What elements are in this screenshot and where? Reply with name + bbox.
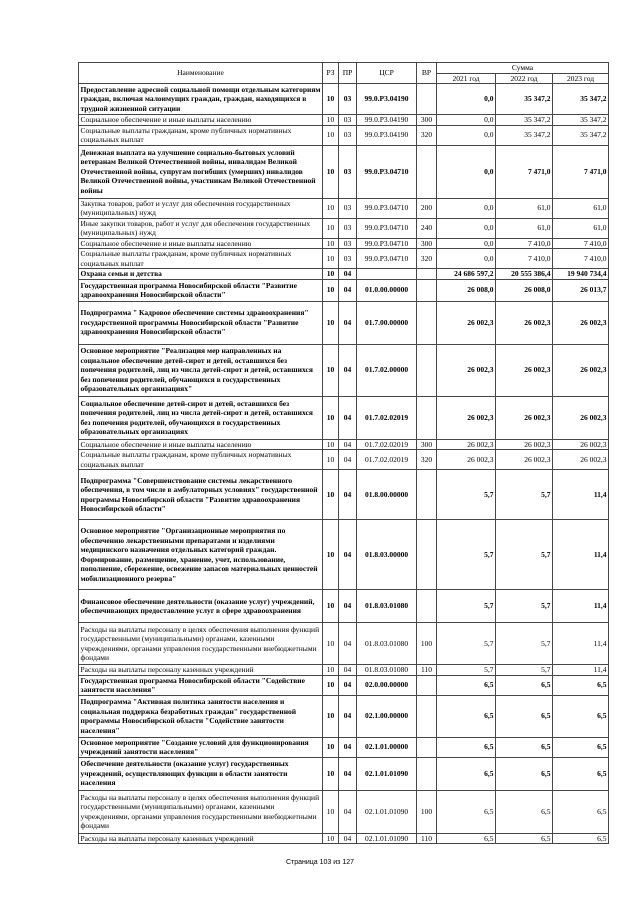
cell-sum-2022: 26 002,3 bbox=[496, 439, 553, 450]
cell-sum-2021: 26 002,3 bbox=[437, 301, 496, 344]
cell-sum-2023: 6,5 bbox=[553, 675, 609, 695]
cell-sum-2022: 6,5 bbox=[496, 737, 553, 757]
cell-vr bbox=[417, 396, 437, 439]
cell-sum-2023: 6,5 bbox=[553, 757, 609, 790]
cell-sum-2023: 26 002,3 bbox=[553, 439, 609, 450]
cell-pr: 04 bbox=[339, 344, 357, 396]
cell-csr: 01.7.02.02019 bbox=[357, 450, 417, 470]
table-row bbox=[79, 198, 609, 218]
cell-sum-2022: 26 002,3 bbox=[496, 301, 553, 344]
cell-csr: 02.1.01.01090 bbox=[357, 833, 417, 844]
cell-sum-2021: 0,0 bbox=[437, 218, 496, 238]
cell-pr: 04 bbox=[339, 675, 357, 695]
cell-sum-2022: 6,5 bbox=[496, 757, 553, 790]
cell-rz: 10 bbox=[323, 757, 339, 790]
cell-sum-2023: 61,0 bbox=[553, 198, 609, 218]
cell-pr: 04 bbox=[339, 623, 357, 665]
cell-rz: 10 bbox=[323, 269, 339, 280]
cell-csr: 99.0.Р3.04710 bbox=[357, 249, 417, 269]
cell-sum-2023: 26 002,3 bbox=[553, 344, 609, 396]
cell-pr: 03 bbox=[339, 249, 357, 269]
cell-pr: 03 bbox=[339, 145, 357, 198]
cell-sum-2021: 26 008,0 bbox=[437, 279, 496, 301]
cell-csr: 01.7.00.00000 bbox=[357, 301, 417, 344]
cell-vr bbox=[417, 737, 437, 757]
cell-pr: 04 bbox=[339, 757, 357, 790]
cell-csr: 01.8.03.01080 bbox=[357, 590, 417, 623]
cell-csr: 02.1.01.00000 bbox=[357, 737, 417, 757]
cell-pr: 04 bbox=[339, 470, 357, 520]
cell-pr: 03 bbox=[339, 84, 357, 115]
budget-table bbox=[78, 62, 609, 844]
cell-sum-2022: 7 471,0 bbox=[496, 145, 553, 198]
cell-name: Охрана семьи и детства bbox=[79, 269, 323, 280]
cell-csr: 01.8.03.01080 bbox=[357, 623, 417, 665]
table-row bbox=[79, 757, 609, 790]
page-number: Страница 103 из 127 bbox=[285, 859, 355, 866]
cell-vr bbox=[417, 470, 437, 520]
table-row bbox=[79, 470, 609, 520]
cell-rz: 10 bbox=[323, 238, 339, 249]
cell-sum-2021: 0,0 bbox=[437, 145, 496, 198]
cell-name: Социальное обеспечение и иные выплаты населению bbox=[79, 439, 323, 450]
table-row bbox=[79, 344, 609, 396]
cell-sum-2022: 6,5 bbox=[496, 675, 553, 695]
cell-name: Финансовое обеспечение деятельности (оказание услуг) учреждений, обеспечивающих предоставление услуг в сфере здравоохранения bbox=[79, 590, 323, 623]
cell-sum-2022: 5,7 bbox=[496, 470, 553, 520]
cell-name: Денежная выплата на улучшение социально-бытовых условий ветеранам Великой Отечественной войны, инвалидам Великой Отечественной войны, супругам погибших (умерших) инвалидов Великой Отечественной войны, участникам Великой Отечественной войны bbox=[79, 145, 323, 198]
cell-sum-2022: 26 002,3 bbox=[496, 396, 553, 439]
table-row bbox=[79, 145, 609, 198]
cell-sum-2022: 26 008,0 bbox=[496, 279, 553, 301]
cell-rz: 10 bbox=[323, 198, 339, 218]
cell-sum-2023: 11,4 bbox=[553, 520, 609, 590]
cell-sum-2021: 6,5 bbox=[437, 737, 496, 757]
cell-sum-2021: 5,7 bbox=[437, 623, 496, 665]
table-row bbox=[79, 84, 609, 115]
header-2023: 2023 год bbox=[553, 73, 609, 84]
table-row bbox=[79, 269, 609, 280]
cell-csr: 01.7.02.02019 bbox=[357, 396, 417, 439]
cell-sum-2021: 6,5 bbox=[437, 675, 496, 695]
cell-pr: 04 bbox=[339, 396, 357, 439]
cell-vr bbox=[417, 269, 437, 280]
cell-sum-2021: 26 002,3 bbox=[437, 344, 496, 396]
table-row bbox=[79, 737, 609, 757]
cell-name: Социальные выплаты гражданам, кроме публичных нормативных социальных выплат bbox=[79, 249, 323, 269]
header-2021: 2021 год bbox=[437, 73, 496, 84]
cell-vr bbox=[417, 145, 437, 198]
cell-sum-2022: 61,0 bbox=[496, 218, 553, 238]
cell-sum-2023: 6,5 bbox=[553, 833, 609, 844]
table-body bbox=[79, 84, 609, 844]
cell-vr: 320 bbox=[417, 450, 437, 470]
cell-vr bbox=[417, 590, 437, 623]
cell-sum-2023: 7 410,0 bbox=[553, 249, 609, 269]
cell-csr: 99.0.Р3.04710 bbox=[357, 238, 417, 249]
cell-name: Расходы на выплаты персоналу казенных учреждений bbox=[79, 833, 323, 844]
header-rz: РЗ bbox=[323, 63, 339, 84]
table-row bbox=[79, 590, 609, 623]
cell-rz: 10 bbox=[323, 249, 339, 269]
cell-rz: 10 bbox=[323, 145, 339, 198]
cell-name: Подпрограмма "Активная политика занятости населения и социальная поддержка безработных граждан" государственной программы Новосибирской области "Содействие занятости населения" bbox=[79, 695, 323, 737]
cell-rz: 10 bbox=[323, 84, 339, 115]
table-row bbox=[79, 450, 609, 470]
cell-sum-2023: 11,4 bbox=[553, 623, 609, 665]
cell-sum-2022: 35 347,2 bbox=[496, 125, 553, 145]
cell-sum-2023: 26 002,3 bbox=[553, 450, 609, 470]
cell-sum-2023: 7 471,0 bbox=[553, 145, 609, 198]
cell-name: Иные закупки товаров, работ и услуг для обеспечения государственных (муниципальных) нужд bbox=[79, 218, 323, 238]
cell-name: Расходы на выплаты персоналу казенных учреждений bbox=[79, 665, 323, 676]
cell-csr: 01.8.00.00000 bbox=[357, 470, 417, 520]
cell-sum-2022: 26 002,3 bbox=[496, 344, 553, 396]
table-row bbox=[79, 833, 609, 844]
table-row bbox=[79, 279, 609, 301]
cell-name: Закупка товаров, работ и услуг для обеспечения государственных (муниципальных) нужд bbox=[79, 198, 323, 218]
cell-name: Расходы на выплаты персоналу в целях обеспечения выполнения функций государственными (муниципальными) органами, казенными учреждениями, органами управления государственными внебюджетными фондами bbox=[79, 623, 323, 665]
cell-vr bbox=[417, 757, 437, 790]
cell-rz: 10 bbox=[323, 833, 339, 844]
cell-sum-2021: 0,0 bbox=[437, 198, 496, 218]
cell-csr: 99.0.Р3.04190 bbox=[357, 125, 417, 145]
cell-rz: 10 bbox=[323, 115, 339, 126]
table-row bbox=[79, 249, 609, 269]
cell-vr: 320 bbox=[417, 125, 437, 145]
cell-pr: 03 bbox=[339, 115, 357, 126]
cell-pr: 04 bbox=[339, 269, 357, 280]
table-row bbox=[79, 790, 609, 833]
table-row bbox=[79, 125, 609, 145]
cell-name: Основное мероприятие "Реализация мер направленных на социальное обеспечение детей-сирот и детей, оставшихся без попечения родителей, лиц из числа детей-сирот и детей, оставшихся без попечения родителей, обучающихся в государственных образовательных организациях" bbox=[79, 344, 323, 396]
cell-rz: 10 bbox=[323, 279, 339, 301]
cell-name: Государственная программа Новосибирской области "Развитие здравоохранения Новосибирской области" bbox=[79, 279, 323, 301]
cell-vr: 110 bbox=[417, 833, 437, 844]
cell-sum-2021: 6,5 bbox=[437, 833, 496, 844]
cell-sum-2022: 7 410,0 bbox=[496, 238, 553, 249]
cell-rz: 10 bbox=[323, 470, 339, 520]
cell-name: Расходы на выплаты персоналу в целях обеспечения выполнения функций государственными (муниципальными) органами, казенными учреждениями, органами управления государственными внебюджетными фондами bbox=[79, 790, 323, 833]
cell-sum-2022: 5,7 bbox=[496, 520, 553, 590]
cell-rz: 10 bbox=[323, 218, 339, 238]
cell-vr: 300 bbox=[417, 439, 437, 450]
cell-vr bbox=[417, 84, 437, 115]
cell-csr: 99.0.Р3.04190 bbox=[357, 84, 417, 115]
header-sum: Сумма bbox=[437, 63, 609, 74]
cell-rz: 10 bbox=[323, 520, 339, 590]
table-row bbox=[79, 396, 609, 439]
cell-sum-2021: 6,5 bbox=[437, 790, 496, 833]
header-name: Наименование bbox=[79, 63, 323, 84]
table-row bbox=[79, 520, 609, 590]
cell-pr: 03 bbox=[339, 218, 357, 238]
cell-sum-2021: 5,7 bbox=[437, 520, 496, 590]
header-pr: ПР bbox=[339, 63, 357, 84]
cell-sum-2023: 11,4 bbox=[553, 470, 609, 520]
cell-sum-2022: 20 555 386,4 bbox=[496, 269, 553, 280]
cell-pr: 04 bbox=[339, 695, 357, 737]
cell-sum-2023: 6,5 bbox=[553, 790, 609, 833]
cell-sum-2022: 7 410,0 bbox=[496, 249, 553, 269]
cell-pr: 04 bbox=[339, 833, 357, 844]
cell-vr: 110 bbox=[417, 665, 437, 676]
cell-pr: 04 bbox=[339, 279, 357, 301]
cell-sum-2023: 61,0 bbox=[553, 218, 609, 238]
cell-sum-2021: 26 002,3 bbox=[437, 439, 496, 450]
cell-vr: 300 bbox=[417, 115, 437, 126]
cell-name: Подпрограмма "Совершенствование системы лекарственного обеспечения, в том числе в амбулаторных условиях" государственной программы Новосибирской области "Развитие здравоохранения Новосибирской области" bbox=[79, 470, 323, 520]
cell-vr: 240 bbox=[417, 218, 437, 238]
cell-sum-2022: 61,0 bbox=[496, 198, 553, 218]
cell-name: Социальное обеспечение детей-сирот и детей, оставшихся без попечения родителей, лиц из числа детей-сирот и детей, оставшихся без попечения родителей, обучающихся в государственных образовательных организациях bbox=[79, 396, 323, 439]
cell-sum-2023: 7 410,0 bbox=[553, 238, 609, 249]
cell-name: Основное мероприятие "Создание условий для функционирования учреждений занятости населения" bbox=[79, 737, 323, 757]
cell-csr: 01.7.02.02019 bbox=[357, 439, 417, 450]
cell-name: Обеспечение деятельности (оказание услуг) государственных учреждений, осуществляющих функции в области занятости населения bbox=[79, 757, 323, 790]
cell-vr bbox=[417, 301, 437, 344]
header-csr: ЦСР bbox=[357, 63, 417, 84]
cell-sum-2021: 5,7 bbox=[437, 470, 496, 520]
cell-name: Социальное обеспечение и иные выплаты населению bbox=[79, 115, 323, 126]
cell-name: Социальные выплаты гражданам, кроме публичных нормативных социальных выплат bbox=[79, 450, 323, 470]
header-2022: 2022 год bbox=[496, 73, 553, 84]
cell-pr: 03 bbox=[339, 198, 357, 218]
cell-vr bbox=[417, 344, 437, 396]
cell-csr: 01.8.03.00000 bbox=[357, 520, 417, 590]
cell-sum-2023: 35 347,2 bbox=[553, 115, 609, 126]
cell-sum-2023: 35 347,2 bbox=[553, 84, 609, 115]
cell-name: Предоставление адресной социальной помощи отдельным категориям граждан, включая малоимущих граждан, граждан, находящихся в трудной жизненной ситуации bbox=[80, 84, 321, 113]
table-row bbox=[79, 218, 609, 238]
cell-sum-2022: 35 347,2 bbox=[496, 115, 553, 126]
cell-rz: 10 bbox=[323, 737, 339, 757]
cell-sum-2023: 19 940 734,4 bbox=[553, 269, 609, 280]
cell-sum-2021: 5,7 bbox=[437, 665, 496, 676]
cell-sum-2022: 5,7 bbox=[496, 665, 553, 676]
cell-pr: 04 bbox=[339, 665, 357, 676]
cell-sum-2021: 5,7 bbox=[437, 590, 496, 623]
table-row bbox=[79, 623, 609, 665]
cell-pr: 03 bbox=[339, 125, 357, 145]
header-row bbox=[79, 63, 609, 74]
cell-pr: 04 bbox=[339, 439, 357, 450]
cell-rz: 10 bbox=[323, 450, 339, 470]
cell-sum-2021: 6,5 bbox=[437, 757, 496, 790]
cell-csr: 99.0.Р3.04190 bbox=[357, 115, 417, 126]
cell-vr: 200 bbox=[417, 198, 437, 218]
cell-sum-2021: 26 002,3 bbox=[437, 396, 496, 439]
cell-rz: 10 bbox=[323, 623, 339, 665]
cell-vr bbox=[417, 675, 437, 695]
cell-rz: 10 bbox=[323, 439, 339, 450]
cell-sum-2023: 26 002,3 bbox=[553, 301, 609, 344]
document-page bbox=[0, 62, 640, 866]
cell-csr: 02.1.01.01090 bbox=[357, 757, 417, 790]
cell-vr bbox=[417, 695, 437, 737]
cell-pr: 04 bbox=[339, 520, 357, 590]
cell-rz: 10 bbox=[323, 665, 339, 676]
table-header bbox=[79, 63, 609, 84]
cell-sum-2023: 6,5 bbox=[553, 737, 609, 757]
cell-sum-2023: 11,4 bbox=[553, 665, 609, 676]
cell-rz: 10 bbox=[323, 695, 339, 737]
cell-sum-2023: 26 002,3 bbox=[553, 396, 609, 439]
cell-rz: 10 bbox=[323, 675, 339, 695]
cell-pr: 04 bbox=[339, 450, 357, 470]
cell-rz: 10 bbox=[323, 344, 339, 396]
cell-sum-2022: 6,5 bbox=[496, 695, 553, 737]
cell-sum-2021: 24 686 597,2 bbox=[437, 269, 496, 280]
cell-vr bbox=[417, 279, 437, 301]
cell-csr: 01.7.02.00000 bbox=[357, 344, 417, 396]
cell-sum-2021: 0,0 bbox=[437, 125, 496, 145]
cell-sum-2021: 0,0 bbox=[437, 238, 496, 249]
cell-csr: 02.1.01.01090 bbox=[357, 790, 417, 833]
cell-vr: 100 bbox=[417, 623, 437, 665]
cell-pr: 03 bbox=[339, 238, 357, 249]
cell-csr bbox=[357, 269, 417, 280]
cell-sum-2022: 5,7 bbox=[496, 623, 553, 665]
cell-pr: 04 bbox=[339, 790, 357, 833]
cell-name: Основное мероприятие "Организационные мероприятия по обеспечению лекарственными препаратами и изделиями медицинского назначения отдельных категорий граждан. Формирование, размещение, хранение, учет, использование, пополнение, сбережение, освежение запасов материальных ценностей мобилизационного резерва" bbox=[79, 520, 323, 590]
cell-sum-2022: 6,5 bbox=[496, 790, 553, 833]
cell-csr: 01.0.00.00000 bbox=[357, 279, 417, 301]
cell-csr: 99.0.Р3.04710 bbox=[357, 145, 417, 198]
cell-name: Государственная программа Новосибирской области "Содействие занятости населения" bbox=[79, 675, 323, 695]
cell-csr: 99.0.Р3.04710 bbox=[357, 198, 417, 218]
cell-sum-2022: 35 347,2 bbox=[496, 84, 553, 115]
table-row bbox=[79, 695, 609, 737]
cell-sum-2021: 0,0 bbox=[437, 115, 496, 126]
cell-vr: 320 bbox=[417, 249, 437, 269]
header-vr: ВР bbox=[417, 63, 437, 84]
table-row bbox=[79, 115, 609, 126]
cell-csr: 02.1.00.00000 bbox=[357, 695, 417, 737]
cell-sum-2021: 0,0 bbox=[437, 84, 496, 115]
cell-csr: 99.0.Р3.04710 bbox=[357, 218, 417, 238]
table-row bbox=[79, 301, 609, 344]
cell-vr: 300 bbox=[417, 238, 437, 249]
cell-sum-2023: 35 347,2 bbox=[553, 125, 609, 145]
cell-sum-2023: 6,5 bbox=[553, 695, 609, 737]
table-row bbox=[79, 675, 609, 695]
cell-sum-2021: 6,5 bbox=[437, 695, 496, 737]
table-row bbox=[79, 439, 609, 450]
cell-csr: 02.0.00.00000 bbox=[357, 675, 417, 695]
cell-pr: 04 bbox=[339, 590, 357, 623]
cell-sum-2022: 6,5 bbox=[496, 833, 553, 844]
cell-rz: 10 bbox=[323, 125, 339, 145]
cell-rz: 10 bbox=[323, 396, 339, 439]
cell-pr: 04 bbox=[339, 301, 357, 344]
cell-vr: 100 bbox=[417, 790, 437, 833]
cell-sum-2021: 0,0 bbox=[437, 249, 496, 269]
cell-rz: 10 bbox=[323, 301, 339, 344]
cell-pr: 04 bbox=[339, 737, 357, 757]
cell-sum-2023: 26 013,7 bbox=[553, 279, 609, 301]
cell-sum-2021: 26 002,3 bbox=[437, 450, 496, 470]
cell-name: Социальные выплаты гражданам, кроме публичных нормативных социальных выплат bbox=[79, 125, 323, 145]
cell-csr: 01.8.03.01080 bbox=[357, 665, 417, 676]
cell-sum-2022: 5,7 bbox=[496, 590, 553, 623]
cell-sum-2023: 11,4 bbox=[553, 590, 609, 623]
cell-vr bbox=[417, 520, 437, 590]
cell-rz: 10 bbox=[323, 590, 339, 623]
cell-rz: 10 bbox=[323, 790, 339, 833]
table-row bbox=[79, 238, 609, 249]
cell-sum-2022: 26 002,3 bbox=[496, 450, 553, 470]
table-row bbox=[79, 665, 609, 676]
cell-name: Социальное обеспечение и иные выплаты населению bbox=[79, 238, 323, 249]
cell-name: Подпрограмма " Кадровое обеспечение системы здравоохранения" государственной программы Новосибирской области "Развитие здравоохранения Новосибирской области" bbox=[79, 301, 323, 344]
